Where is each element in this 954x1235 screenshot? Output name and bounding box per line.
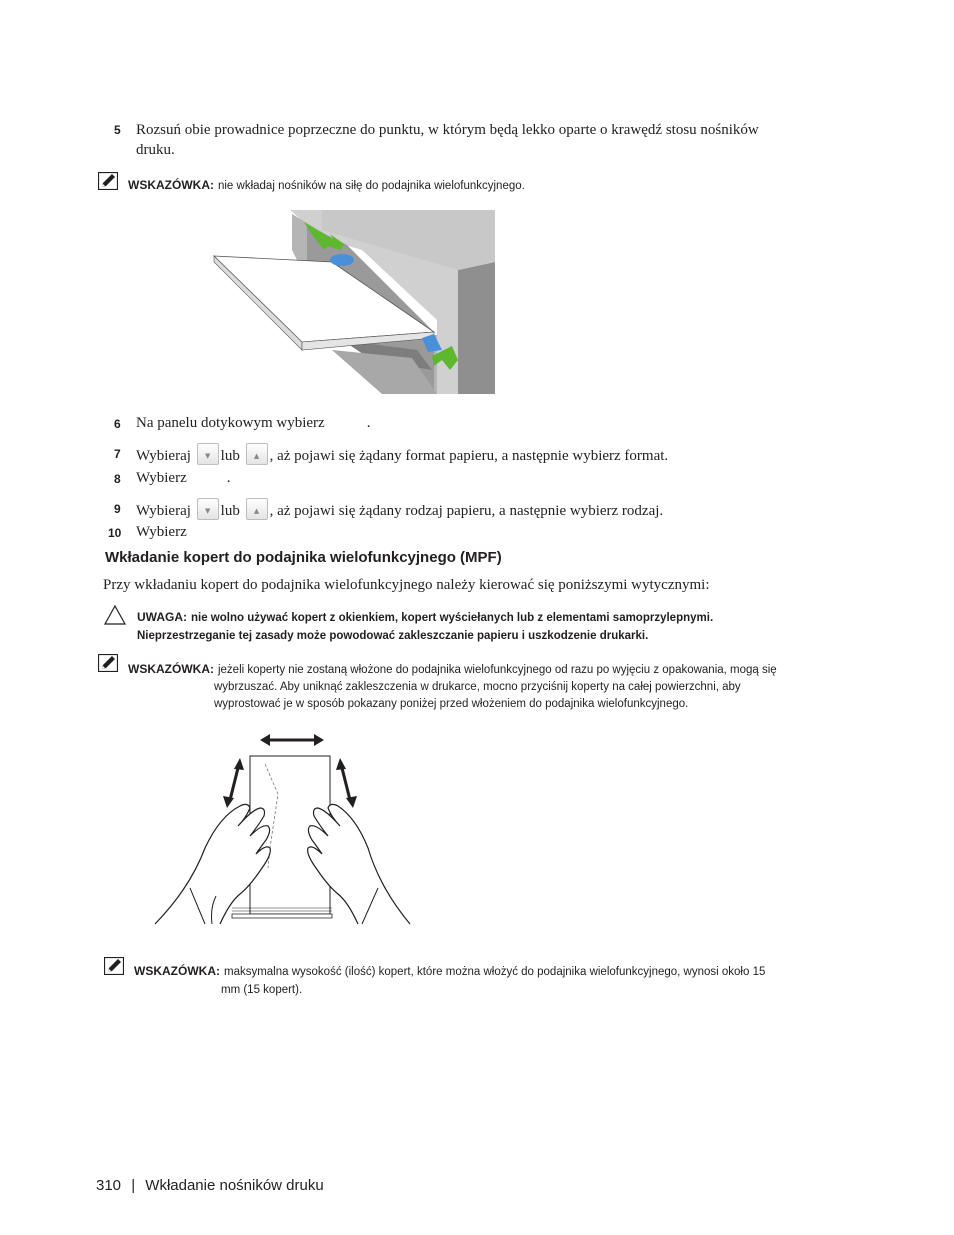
step-text: Wybierz (136, 524, 187, 540)
step-number: 9 (114, 502, 121, 516)
step-text-main: Wybierz (136, 470, 187, 486)
step-text (136, 468, 231, 488)
arrow-up-button[interactable] (246, 443, 268, 465)
section-intro: Przy wkładaniu kopert do podajnika wielofunkcyjnego należy kierować się poniższymi wytycznymi: (103, 577, 710, 593)
note-text-line: maksymalna wysokość (ilość) kopert, które można włożyć do podajnika wielofunkcyjnego, wynosi około 15 (223, 966, 766, 978)
page-number: 310 (96, 1177, 122, 1194)
step-number: 10 (108, 526, 122, 540)
note (128, 176, 525, 194)
step-number: 7 (114, 447, 121, 461)
caution (137, 608, 713, 645)
note-text-line: jeżeli koperty nie zostaną włożone do podajnika wielofunkcyjnego od razu po wyjęciu z opakowania, mogą się (217, 664, 777, 676)
step-text-mid: lub (220, 503, 240, 519)
arrow-down-icon: ▼ (204, 452, 211, 460)
pencil-note-icon (98, 172, 118, 190)
pencil-note-icon (98, 654, 118, 672)
printer-mpf-figure (212, 210, 495, 394)
step-text-line: Rozsuń obie prowadnice poprzeczne do punktu, w którym będą lekko oparte o krawędź stosu nośników (136, 122, 759, 138)
note-label: WSKAZÓWKA: (134, 964, 220, 978)
caution-text-line: nie wolno używać kopert z okienkiem, kopert wyściełanych lub z elementami samoprzylepnymi. (191, 612, 714, 624)
note-text-line: mm (15 kopert). (221, 984, 303, 996)
step-text-post: , aż pojawi się żądany format papieru, a następnie wybierz format. (269, 448, 669, 464)
footer-title: Wkładanie nośników druku (145, 1177, 324, 1194)
arrow-up-icon: ▲ (253, 507, 260, 515)
arrow-down-icon: ▼ (204, 507, 211, 515)
envelope-flatten-figure (150, 728, 415, 930)
note-label: WSKAZÓWKA: (128, 178, 214, 192)
note-label: WSKAZÓWKA: (128, 662, 214, 676)
step-number: 8 (114, 472, 121, 486)
page-footer (96, 1177, 324, 1194)
note (128, 660, 777, 713)
note-text-line: wyprostować je w sposób pokazany poniżej przed włożeniem do podajnika wielofunkcyjnego. (214, 698, 689, 710)
pencil-note-icon (104, 957, 124, 975)
note (134, 962, 765, 999)
step-text-pre: Wybieraj (136, 448, 191, 464)
step-text-main: Na panelu dotykowym wybierz (136, 415, 325, 431)
section-heading: Wkładanie kopert do podajnika wielofunkcyjnego (MPF) (105, 549, 502, 566)
step-text-post: , aż pojawi się żądany rodzaj papieru, a następnie wybierz rodzaj. (269, 503, 664, 519)
step-number: 5 (114, 123, 121, 137)
step-text-line: druku. (136, 142, 175, 158)
arrow-up-icon: ▲ (253, 452, 260, 460)
note-text: nie wkładaj nośników na siłę do podajnika wielofunkcyjnego. (217, 180, 525, 192)
step-number: 6 (114, 417, 121, 431)
step-text (136, 413, 370, 433)
caution-text-line: Nieprzestrzeganie tej zasady może powodować zakleszczanie papieru i uszkodzenie drukarki. (137, 630, 649, 642)
caution-label: UWAGA: (137, 610, 187, 624)
arrow-up-button[interactable] (246, 498, 268, 520)
note-text-line: wybrzuszać. Aby uniknąć zakleszczenia w drukarce, mocno przyciśnij koperty na całej powierzchni, aby (214, 681, 741, 693)
arrow-down-button[interactable] (197, 498, 219, 520)
step-text (136, 498, 663, 521)
step-text (136, 443, 668, 466)
step-text-tail: . (226, 470, 231, 486)
footer-separator: | (131, 1177, 136, 1194)
step-text-mid: lub (220, 448, 240, 464)
arrow-down-button[interactable] (197, 443, 219, 465)
step-text (136, 120, 856, 160)
warning-triangle-icon (104, 605, 126, 625)
step-text-pre: Wybieraj (136, 503, 191, 519)
step-text-tail: . (366, 415, 371, 431)
